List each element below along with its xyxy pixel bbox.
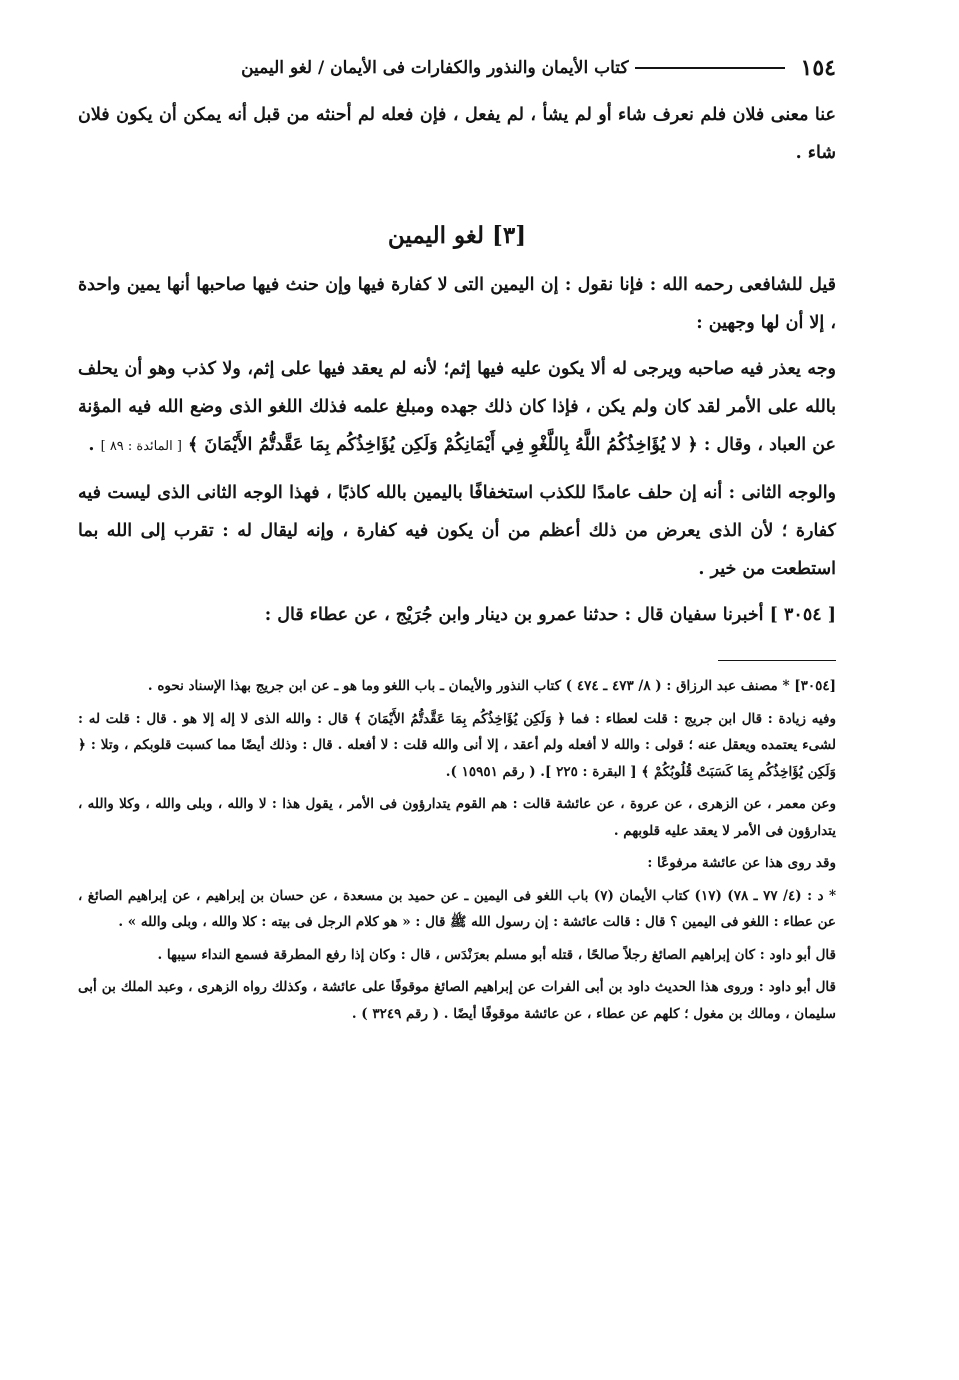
paragraph-2-text: وجه يعذر فيه صاحبه ويرجى له ألا يكون عليه فيها إثم؛ لأنه لم يعقد فيها على إثم، ولا كذب وهو أن يحلف بالله على الأمر لقد كان ولم يكن ، فإذا كان ذلك جهده ومبلغ علمه فذلك اللغو الذى وضع الله فيه المؤنة عن العباد ، وقال : [78,359,836,455]
book-page [78,48,836,1033]
hadith-number: [ ٣٠٥٤ ] [769,605,836,625]
paragraph-2-end: . [88,435,95,455]
hadith-3054 [78,596,836,634]
footnote-7: قال أبو داود : وروى هذا الحديث داود بن أبى الفرات عن إبراهيم الصائغ موقوفًا على عائشة ، وكذلك رواه الزهرى ، وعبد الملك بن أبى سليمان ، ومالك بن مغول ؛ كلهم عن عطاء ، عن عائشة موقوفًا أيضًا . ( رقم ٣٢٤٩ ) . [78,979,836,1022]
continuation-paragraph: عنا معنى فلان فلم نعرف شاء أو لم يشأ ، لم يفعل ، فإن فعله لم أحنثه من قبل أنه يمكن أن يكون فلان شاء . [78,105,836,163]
hadith-text: سفيان قال : حدثنا عمرو بن دينار وابن جُرَيْج ، عن عطاء قال : [264,605,717,625]
verse-reference: [ المائدة : ٨٩ ] [100,439,182,454]
header-rule [635,67,785,69]
footnote-1: [٣٠٥٤] * مصنف عبد الرزاق : ( ٨/ ٤٧٣ ـ ٤٧٤ ) كتاب النذور والأيمان ـ باب اللغو وما هو ـ عن ابن جريج بهذا الإسناد نحوه . [147,678,836,694]
footnote-separator-wrap [78,660,836,661]
footnote-2-text: وفيه زيادة : قال ابن جريج : قلت لعطاء : فما ﴿ وَلَكِن يُؤَاخِذُكُم بِمَا عَقَّدتُّمُ الأَيْمَانَ ﴾ قال : والله الذى لا إله إلا هو . قال : قلت له : لشىء يعتمده ويعقل عنه ؛ قولى : والله لا أفعله ولم أعقد ، إلا أنى والله قلت : لا أفعله . قال : وذلك أيضًا مما كسبت قلوبكم ، وتلا : ﴿ وَلَكِن يُؤَاخِذُكُم بِمَا كَسَبَتْ قُلُوبُكُمْ ﴾ [78,710,836,780]
footnote-4: وقد روى هذا عن عائشة مرفوعًا : [647,855,836,871]
footnote-6: قال أبو داود : كان إبراهيم الصائغ رجلاً صالحًا ، قتله أبو مسلم بعرَنْدَس ، قال : وكان إذا رفع المطرقة فسمع النداء سيبها . [157,946,836,963]
footnote-separator [718,660,836,661]
footnote-5: * د : (٤/ ٧٧ ـ ٧٨) (١٧) كتاب الأيمان (٧) باب اللغو فى اليمين ـ عن حميد بن مسعدة ، عن حسان بن إبراهيم ، عن إبراهيم الصائغ ، عن عطاء : اللغو فى اليمين ؟ قال : قالت عائشة : إن رسول الله ﷺ قال : « هو كلام الرجل فى بيته : كلا والله ، وبلى والله » . [78,887,837,930]
paragraph-3-text: أنه إن حلف عامدًا للكذب استخفافًا باليمين بالله كاذبًا ، فهذا الوجه الثانى الذى ليست فيه كفارة ؛ لأن الذى يعرض من ذلك أعظم من أن يكون فيه كفارة ، وإنه ليقال له : تقرب إلى الله بما استطعت من خير . [78,483,836,579]
paragraph-3 [78,474,836,588]
footnote-3: وعن معمر ، عن الزهرى ، عن عروة ، عن عائشة قالت : هم القوم يتدارؤون فى الأمر ، يقول هذا : لا والله ، وبلى والله ، وكلا والله ، يتدارؤون فى الأمر لا يعقد عليه قلوبهم . [78,796,836,839]
running-title: كتاب الأيمان والنذور والكفارات فى الأيمان / لغو اليمين [241,58,629,78]
footnote-2 [78,706,836,786]
quran-verse: ﴿ لا يُؤَاخِذُكُمُ اللَّهُ بِاللَّغْوِ فِي أَيْمَانِكُمْ وَلَكِن يُؤَاخِذُكُم بِمَا عَقَّدتُّمُ الأَيْمَانَ ﴾ [188,435,698,455]
footnote-2-ref: [ البقرة : ٢٢٥ ]. ( رقم ١٥٩٥١ ). [445,763,637,780]
page-header [78,48,836,88]
hadith-lead: أخبرنا [722,605,764,625]
paragraph-2 [78,350,836,466]
paragraph-3-lead: والوجه الثانى : [728,483,837,503]
section-title: [٣] لغو اليمين [387,222,527,249]
page-number: ١٥٤ [800,55,836,81]
paragraph-1: قيل للشافعى رحمه الله : فإنا نقول : إن اليمين التى لا كفارة فيها وإن حنث فيها صاحبها أنها يمين واحدة ، إلا أن لها وجهين : [78,275,836,333]
